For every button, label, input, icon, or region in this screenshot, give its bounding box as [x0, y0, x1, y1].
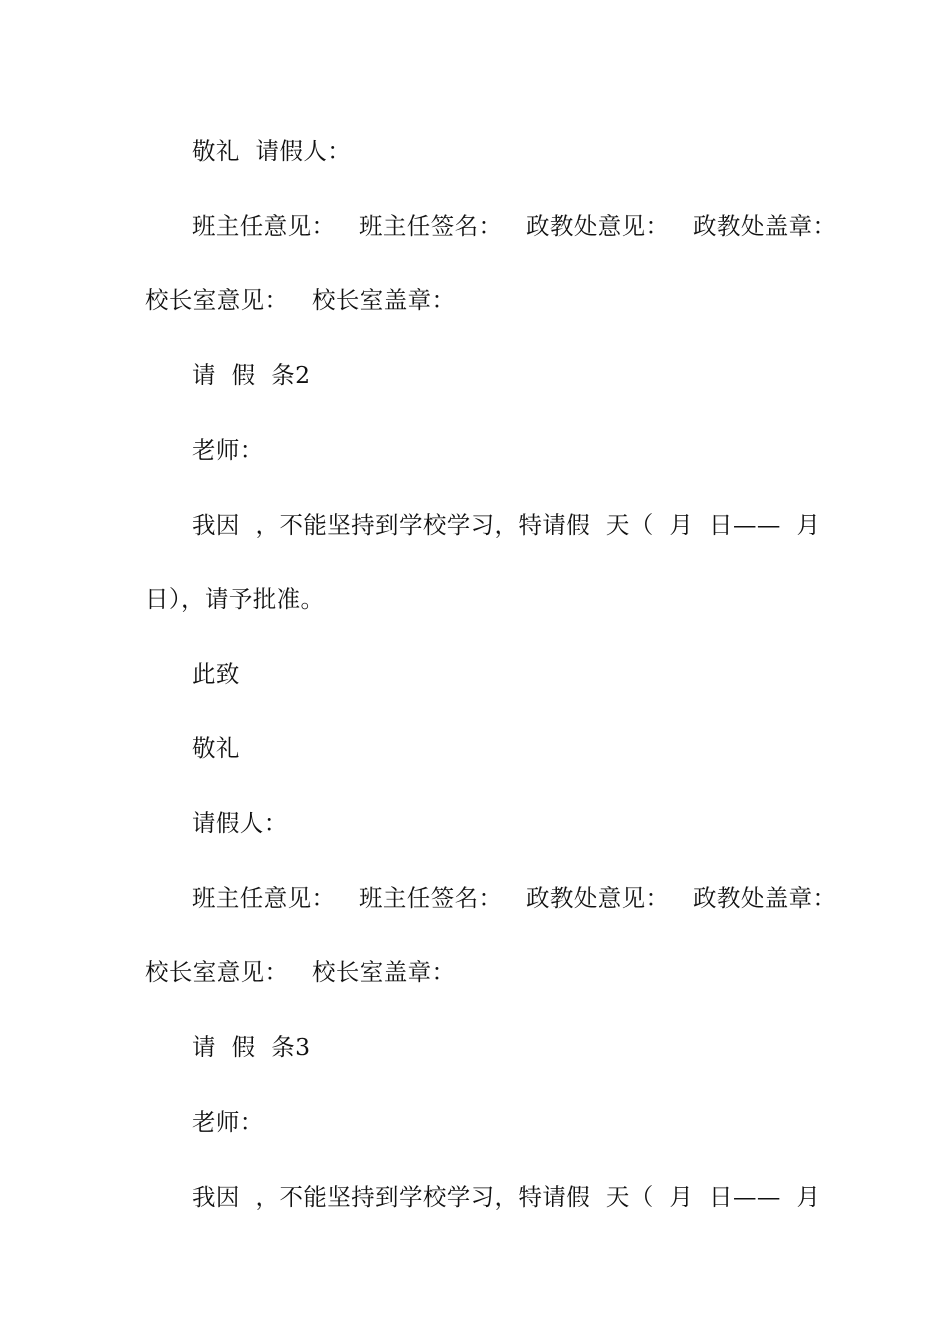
principal-fields-line: 校长室意见： 校长室盖章：: [145, 958, 456, 986]
salutation-line: 老师：: [192, 436, 264, 464]
leave-reason-line: 我因 ，不能坚持到学校学习，特请假 天（ 月 日—— 月: [192, 1183, 821, 1211]
leave-note-heading-3: 请 假 条3: [192, 1033, 311, 1061]
closing-line-1: 此致: [192, 660, 240, 688]
leave-note-heading-2: 请 假 条2: [192, 361, 311, 389]
approval-fields-line: 班主任意见： 班主任签名： 政教处意见： 政教处盖章：: [192, 884, 837, 912]
closing-and-requester-line: 敬礼 请假人：: [192, 137, 352, 165]
principal-fields-line: 校长室意见： 校长室盖章：: [145, 286, 456, 314]
leave-reason-line: 我因 ，不能坚持到学校学习，特请假 天（ 月 日—— 月: [192, 511, 821, 539]
salutation-line: 老师：: [192, 1108, 264, 1136]
leave-reason-continuation: 日），请予批准。: [145, 585, 325, 613]
approval-fields-line: 班主任意见： 班主任签名： 政教处意见： 政教处盖章：: [192, 212, 837, 240]
requester-line: 请假人：: [192, 809, 288, 837]
closing-line-2: 敬礼: [192, 734, 240, 762]
